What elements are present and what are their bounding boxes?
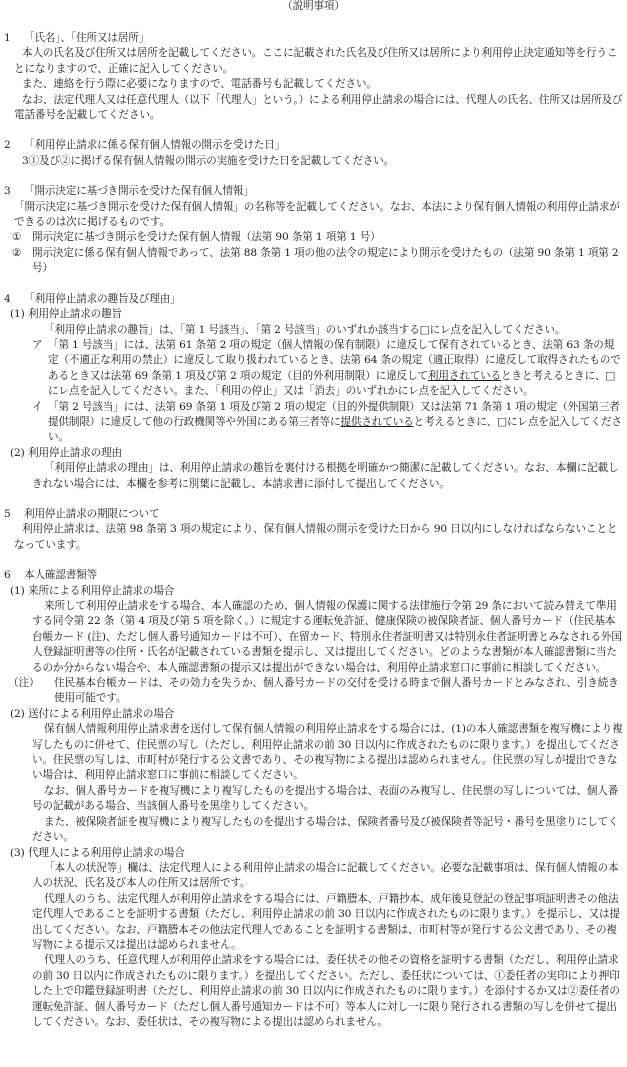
list-item <box>4 246 623 277</box>
section-title: 「開示決定に基づき開示を受けた保有個人情報」 <box>24 185 254 198</box>
list-item <box>4 338 623 400</box>
section-1-heading <box>4 31 623 46</box>
section-title: 利用停止請求の期限について <box>24 507 160 520</box>
paragraph: なお、法定代理人又は任意代理人（以下「代理人」という。）による利用停止請求の場合には、代理人の氏名、住所又は居所及び電話番号を記載してください。 <box>14 93 623 122</box>
section-number: 4 <box>4 292 11 305</box>
subsection-heading <box>4 307 623 322</box>
subsection-number: (1) <box>10 308 25 321</box>
section-5-heading <box>4 507 623 522</box>
paragraph: 「開示決定に基づき開示を受けた保有個人情報」の名称等を記載してください。なお、本法により保有個人情報の利用停止請求ができるのは次に掲げるものです。 <box>14 200 620 229</box>
list-item-text <box>48 400 623 446</box>
section-title: 「利用停止請求に係る保有個人情報の開示を受けた日」 <box>24 139 286 152</box>
subsection-heading <box>4 846 623 861</box>
section-number: 6 <box>4 569 11 582</box>
section-3 <box>4 184 623 276</box>
section-5 <box>4 507 623 553</box>
subsection-number: (2) <box>10 707 25 720</box>
list-marker: ア <box>32 338 43 351</box>
document-title: （説明事項） <box>282 0 345 12</box>
section-1 <box>4 31 623 123</box>
section-6 <box>4 568 623 1030</box>
subsection-title: 来所による利用停止請求の場合 <box>28 584 175 597</box>
section-title: 「氏名」、「住所又は居所」 <box>24 32 150 44</box>
subsection-heading <box>4 446 623 461</box>
list-item-text: 開示決定に係る保有個人情報であって、法第 88 条第 1 項の他の法令の規定により開示を受けたもの（法第 90 条第 1 項第 2 号） <box>32 246 619 275</box>
underlined-text: 利用されている <box>427 369 501 382</box>
subsection-heading <box>4 707 623 722</box>
section-number: 1 <box>4 32 11 44</box>
paragraph: 保有個人情報利用停止請求書を送付して保有個人情報の利用停止請求をする場合には、(1)の本人確認書類を複写機により複写したものに併せて、住民票の写し（ただし、利用停止請求の前 30 日以内に作成されたものに限ります。）を提出してください。住民票の写しは、市町村が発行する公文書であり、その複写物による提出は認められません。住民票の写しが提出できない場合は、利用停止請求窓口に事前に相談してください。 <box>32 723 623 782</box>
section-2-heading <box>4 138 623 153</box>
paragraph: なお、個人番号カードを複写機により複写したものを提出する場合は、表面のみ複写し、住民票の写しについては、個人番号の記載がある場合、当該個人番号を黒塗りしてください。 <box>32 784 619 813</box>
paragraph: また、被保険者証を複写機により複写したものを提出する場合は、保険者番号及び被保険者等記号・番号を黒塗りにしてください。 <box>32 815 619 844</box>
list-marker: ② <box>12 246 22 259</box>
text-run: と考えるときに、□にレ点を記入してください。 <box>48 415 622 444</box>
subsection-number: (3) <box>10 846 25 859</box>
section-4 <box>4 292 623 492</box>
text-run: ときと考えるときに、□にレ点を記入してください。また、「利用の停止」又は「消去」のいずれかにレ点を記入してください。 <box>48 369 616 398</box>
paragraph: 本人の氏名及び住所又は居所を記載してください。ここに記載された氏名及び住所又は居所により利用停止決定通知等を行うことになりますので、正確に記入してください。 <box>14 47 618 75</box>
list-item-text: 開示決定に基づき開示を受けた保有個人情報（法第 90 条第 1 項第 1 号） <box>32 231 381 244</box>
paragraph: 「本人の状況等」欄は、法定代理人による利用停止請求の場合に記載してください。必要な記載事項は、保有個人情報の本人の状況、氏名及び本人の住所又は居所です。 <box>32 861 619 890</box>
list-item <box>4 230 623 245</box>
paragraph: 代理人のうち、法定代理人が利用停止請求をする場合には、戸籍謄本、戸籍抄本、成年後見登記の登記事項証明書その他法定代理人であることを証明する書類（ただし、利用停止請求の前 30 日以内に作成されたものに限ります。）を提示し、又は提出してください。なお、戸籍謄本その他法定代理人であることを証明する書類は、市町村等が発行する公文書であり、その複写物による提示又は提出は認められません。 <box>32 892 620 951</box>
subsection-title: 代理人による利用停止請求の場合 <box>28 846 185 859</box>
section-title: 本人確認書類等 <box>24 569 98 582</box>
paragraph: 「利用停止請求の趣旨」は、「第 1 号該当」、「第 2 号該当」のいずれか該当する□にレ点を記入してください。 <box>44 323 566 336</box>
text-run: 「第 1 号該当」には、法第 61 条第 2 項の規定（個人情報の保有制限）に違反して保有されているとき、法第 63 条の規定（不適正な利用の禁止）に違反して取り扱われているとき、法第 64 条の規定（適正取得）に違反して取得されたものであるとき又は法第 69 条第 1 項及び第 2 項の規定（目的外利用制限）に違反して <box>48 338 621 382</box>
section-4-heading <box>4 292 623 307</box>
section-2 <box>4 138 623 169</box>
section-title: 「利用停止請求の趣旨及び理由」 <box>24 292 181 305</box>
section-3-heading <box>4 184 623 199</box>
footnote-marker: （注） <box>8 677 40 690</box>
paragraph: 「利用停止請求の理由」は、利用停止請求の趣旨を裏付ける根拠を明確かつ簡潔に記載してください。なお、本欄に記載しきれない場合には、本欄を参考に別葉に記載し、本請求書に添付して提出してください。 <box>32 462 619 490</box>
subsection-heading <box>4 584 623 599</box>
paragraph: 代理人のうち、任意代理人が利用停止請求をする場合には、委任状その他その資格を証明する書類（ただし、利用停止請求の前 30 日以内に作成されたものに限ります。）を提出してください。ただし、委任状については、①委任者の実印により押印した上で印鑑登録証明書（ただし、利用停止請求の前 30 日以内に作成されたものに限ります。）を添付するか又は②委任者の運転免許証、個人番号カード（ただし個人番号通知カードは不可）等本人に対し一に限り発行される書類の写しを併せて提出してください。なお、委任状は、その複写物による提出は認められません。 <box>32 954 620 1028</box>
paragraph: 利用停止請求は、法第 98 条第 3 項の規定により、保有個人情報の開示を受けた日から 90 日以内にしなければならないこととなっています。 <box>14 523 618 551</box>
list-marker: ① <box>12 231 22 244</box>
underlined-text: 提供されている <box>340 415 414 428</box>
footnote-text: 住民基本台帳カードは、その効力を失うか、個人番号カードの交付を受ける時まで個人番号カードとみなされ、引き続き使用可能です。 <box>54 677 619 705</box>
section-6-heading <box>4 568 623 583</box>
subsection-title: 送付による利用停止請求の場合 <box>28 707 175 720</box>
subsection-number: (1) <box>10 584 25 597</box>
paragraph: また、連絡を行う際に必要になりますので、電話番号も記載してください。 <box>22 78 377 91</box>
subsection-number: (2) <box>10 446 25 459</box>
list-marker: イ <box>32 400 43 413</box>
subsection-title: 利用停止請求の趣旨 <box>28 308 122 321</box>
paragraph: 来所して利用停止請求をする場合、本人確認のため、個人情報の保護に関する法律施行令第 29 条において読み替えて準用する同令第 22 条（第 4 項及び第 5 項を除く。）に規定する運転免許証、健康保険の被保険者証、個人番号カード（住民基本台帳カード (注)、ただし個人番号通知カードは不可）、在留カード、特別永住者証明書又は特別永住者証明書とみなされる外国人登録証明書等の住所・氏名が記載されている書類を提示し、又は提出してください。どのような書類が本人確認書類に当たるのか分からない場合や、本人確認書類の提示又は提出ができない場合は、利用停止請求窓口に事前に相談してください。 <box>32 600 622 674</box>
section-number: 3 <box>4 185 11 198</box>
section-number: 5 <box>4 507 11 520</box>
footnote <box>4 676 623 707</box>
subsection-title: 利用停止請求の理由 <box>28 446 122 459</box>
section-number: 2 <box>4 139 11 152</box>
paragraph: 3①及び②に掲げる保有個人情報の開示の実施を受けた日を記載してください。 <box>22 154 395 167</box>
list-item <box>4 400 623 446</box>
list-item-text <box>48 338 623 400</box>
text-run: 「第 2 号該当」には、法第 69 条第 1 項及び第 2 項の規定（目的外提供制限）又は法第 71 条第 1 項の規定（外国第三者提供制限）に違反して他の行政機関等や外国にある第三者等に <box>48 400 620 428</box>
